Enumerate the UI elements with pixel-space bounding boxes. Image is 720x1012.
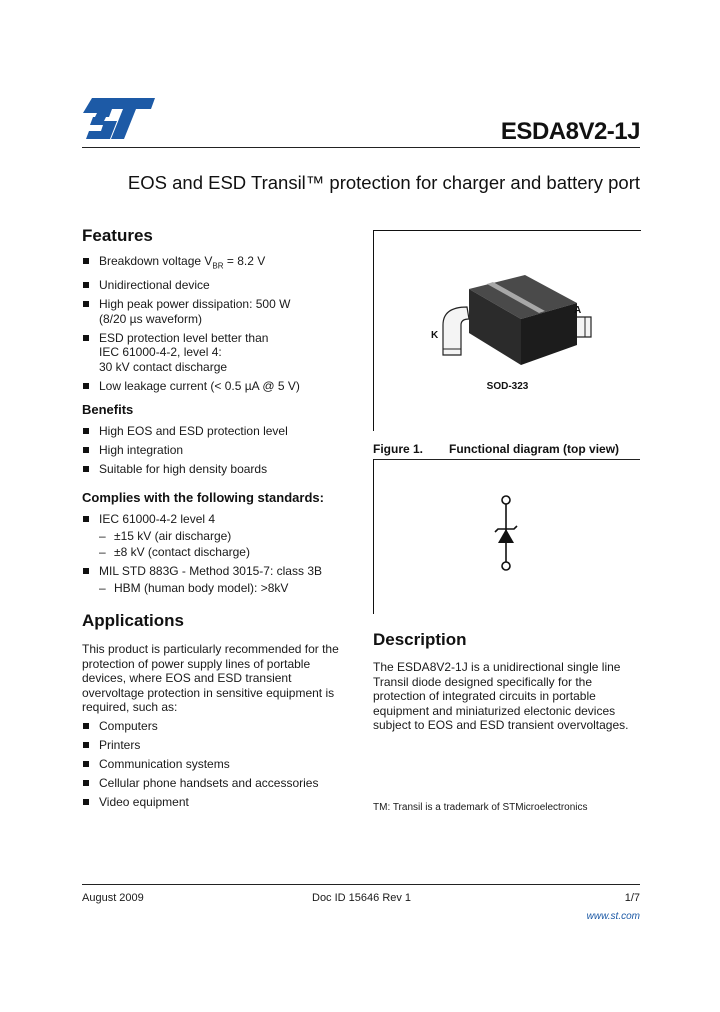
feature-item: Breakdown voltage $V_{BR} = 8.2$ V xyxy=(82,254,362,274)
pin-a-label: A xyxy=(574,305,582,316)
standard-subitem: – ±15 kV (air discharge) xyxy=(99,528,367,544)
standard-subitem: – ±8 kV (contact discharge) xyxy=(99,544,367,560)
features-section xyxy=(82,226,362,398)
application-item: Cellular phone handsets and accessories xyxy=(82,776,362,791)
standards-section xyxy=(82,490,367,600)
header-rule xyxy=(82,147,640,148)
standard-item: IEC 61000-4-2 level 4 – ±15 kV (air discharge) – ±8 kV (contact discharge) xyxy=(82,512,367,560)
application-item: Printers xyxy=(82,738,362,753)
package-figure xyxy=(373,230,641,431)
st-logo xyxy=(82,95,156,143)
part-number: ESDA8V2-1J xyxy=(500,118,640,145)
applications-heading: Applications xyxy=(82,611,185,630)
trademark-note: TM: Transil is a trademark of STMicroelectronics xyxy=(373,802,588,813)
package-label: SOD-323 xyxy=(486,381,529,392)
diode-symbol xyxy=(484,491,534,575)
footer-doc-id: Doc ID 15646 Rev 1 xyxy=(312,892,412,904)
standard-subitem: – HBM (human body model): >8kV xyxy=(99,580,367,596)
footer-page-number: 1/7 xyxy=(624,892,640,904)
feature-item: ESD protection level better than IEC 61000-4-2, level 4: 30 kV contact discharge xyxy=(82,331,362,375)
standards-heading: Complies with the following standards: xyxy=(82,490,324,505)
functional-diagram xyxy=(373,459,641,614)
pin-k-label: K xyxy=(431,330,439,341)
description-section xyxy=(373,630,640,733)
feature-item: Unidirectional device xyxy=(82,278,362,293)
applications-section xyxy=(82,611,362,814)
application-item: Computers xyxy=(82,719,362,734)
application-item: Communication systems xyxy=(82,757,362,772)
document-subtitle: EOS and ESD Transil™ protection for charger and battery port xyxy=(127,172,640,193)
benefits-section xyxy=(82,402,362,481)
application-item: Video equipment xyxy=(82,795,362,810)
footer-date: August 2009 xyxy=(82,892,144,904)
benefit-item: High integration xyxy=(82,443,362,458)
footer-rule xyxy=(82,884,640,885)
benefits-heading: Benefits xyxy=(82,402,134,417)
features-heading: Features xyxy=(82,226,153,245)
applications-paragraph: This product is particularly recommended for the protection of power supply lines of portable devices, where EOS and ESD transient overvoltage protection in sensitive equipment is required, such as: xyxy=(82,642,339,714)
benefit-item: High EOS and ESD protection level xyxy=(82,424,362,439)
website-link[interactable]: www.st.com xyxy=(586,911,640,922)
standard-item: MIL STD 883G - Method 3015-7: class 3B – HBM (human body model): >8kV xyxy=(82,564,367,596)
feature-item: Low leakage current (< 0.5 µA @ 5 V) xyxy=(82,379,362,394)
description-paragraph: The ESDA8V2-1J is a unidirectional single line Transil diode designed specifically for the protection of integrated circuits in portable equipment and miniaturized electonic devices subject to EOS and ESD transient overvoltages. xyxy=(373,660,629,732)
description-heading: Description xyxy=(373,630,467,649)
feature-item: High peak power dissipation: 500 W (8/20 µs waveform) xyxy=(82,297,362,326)
benefit-item: Suitable for high density boards xyxy=(82,462,362,477)
figure-caption: Figure 1. Functional diagram (top view) xyxy=(373,442,620,456)
sod323-package-image xyxy=(429,267,599,385)
